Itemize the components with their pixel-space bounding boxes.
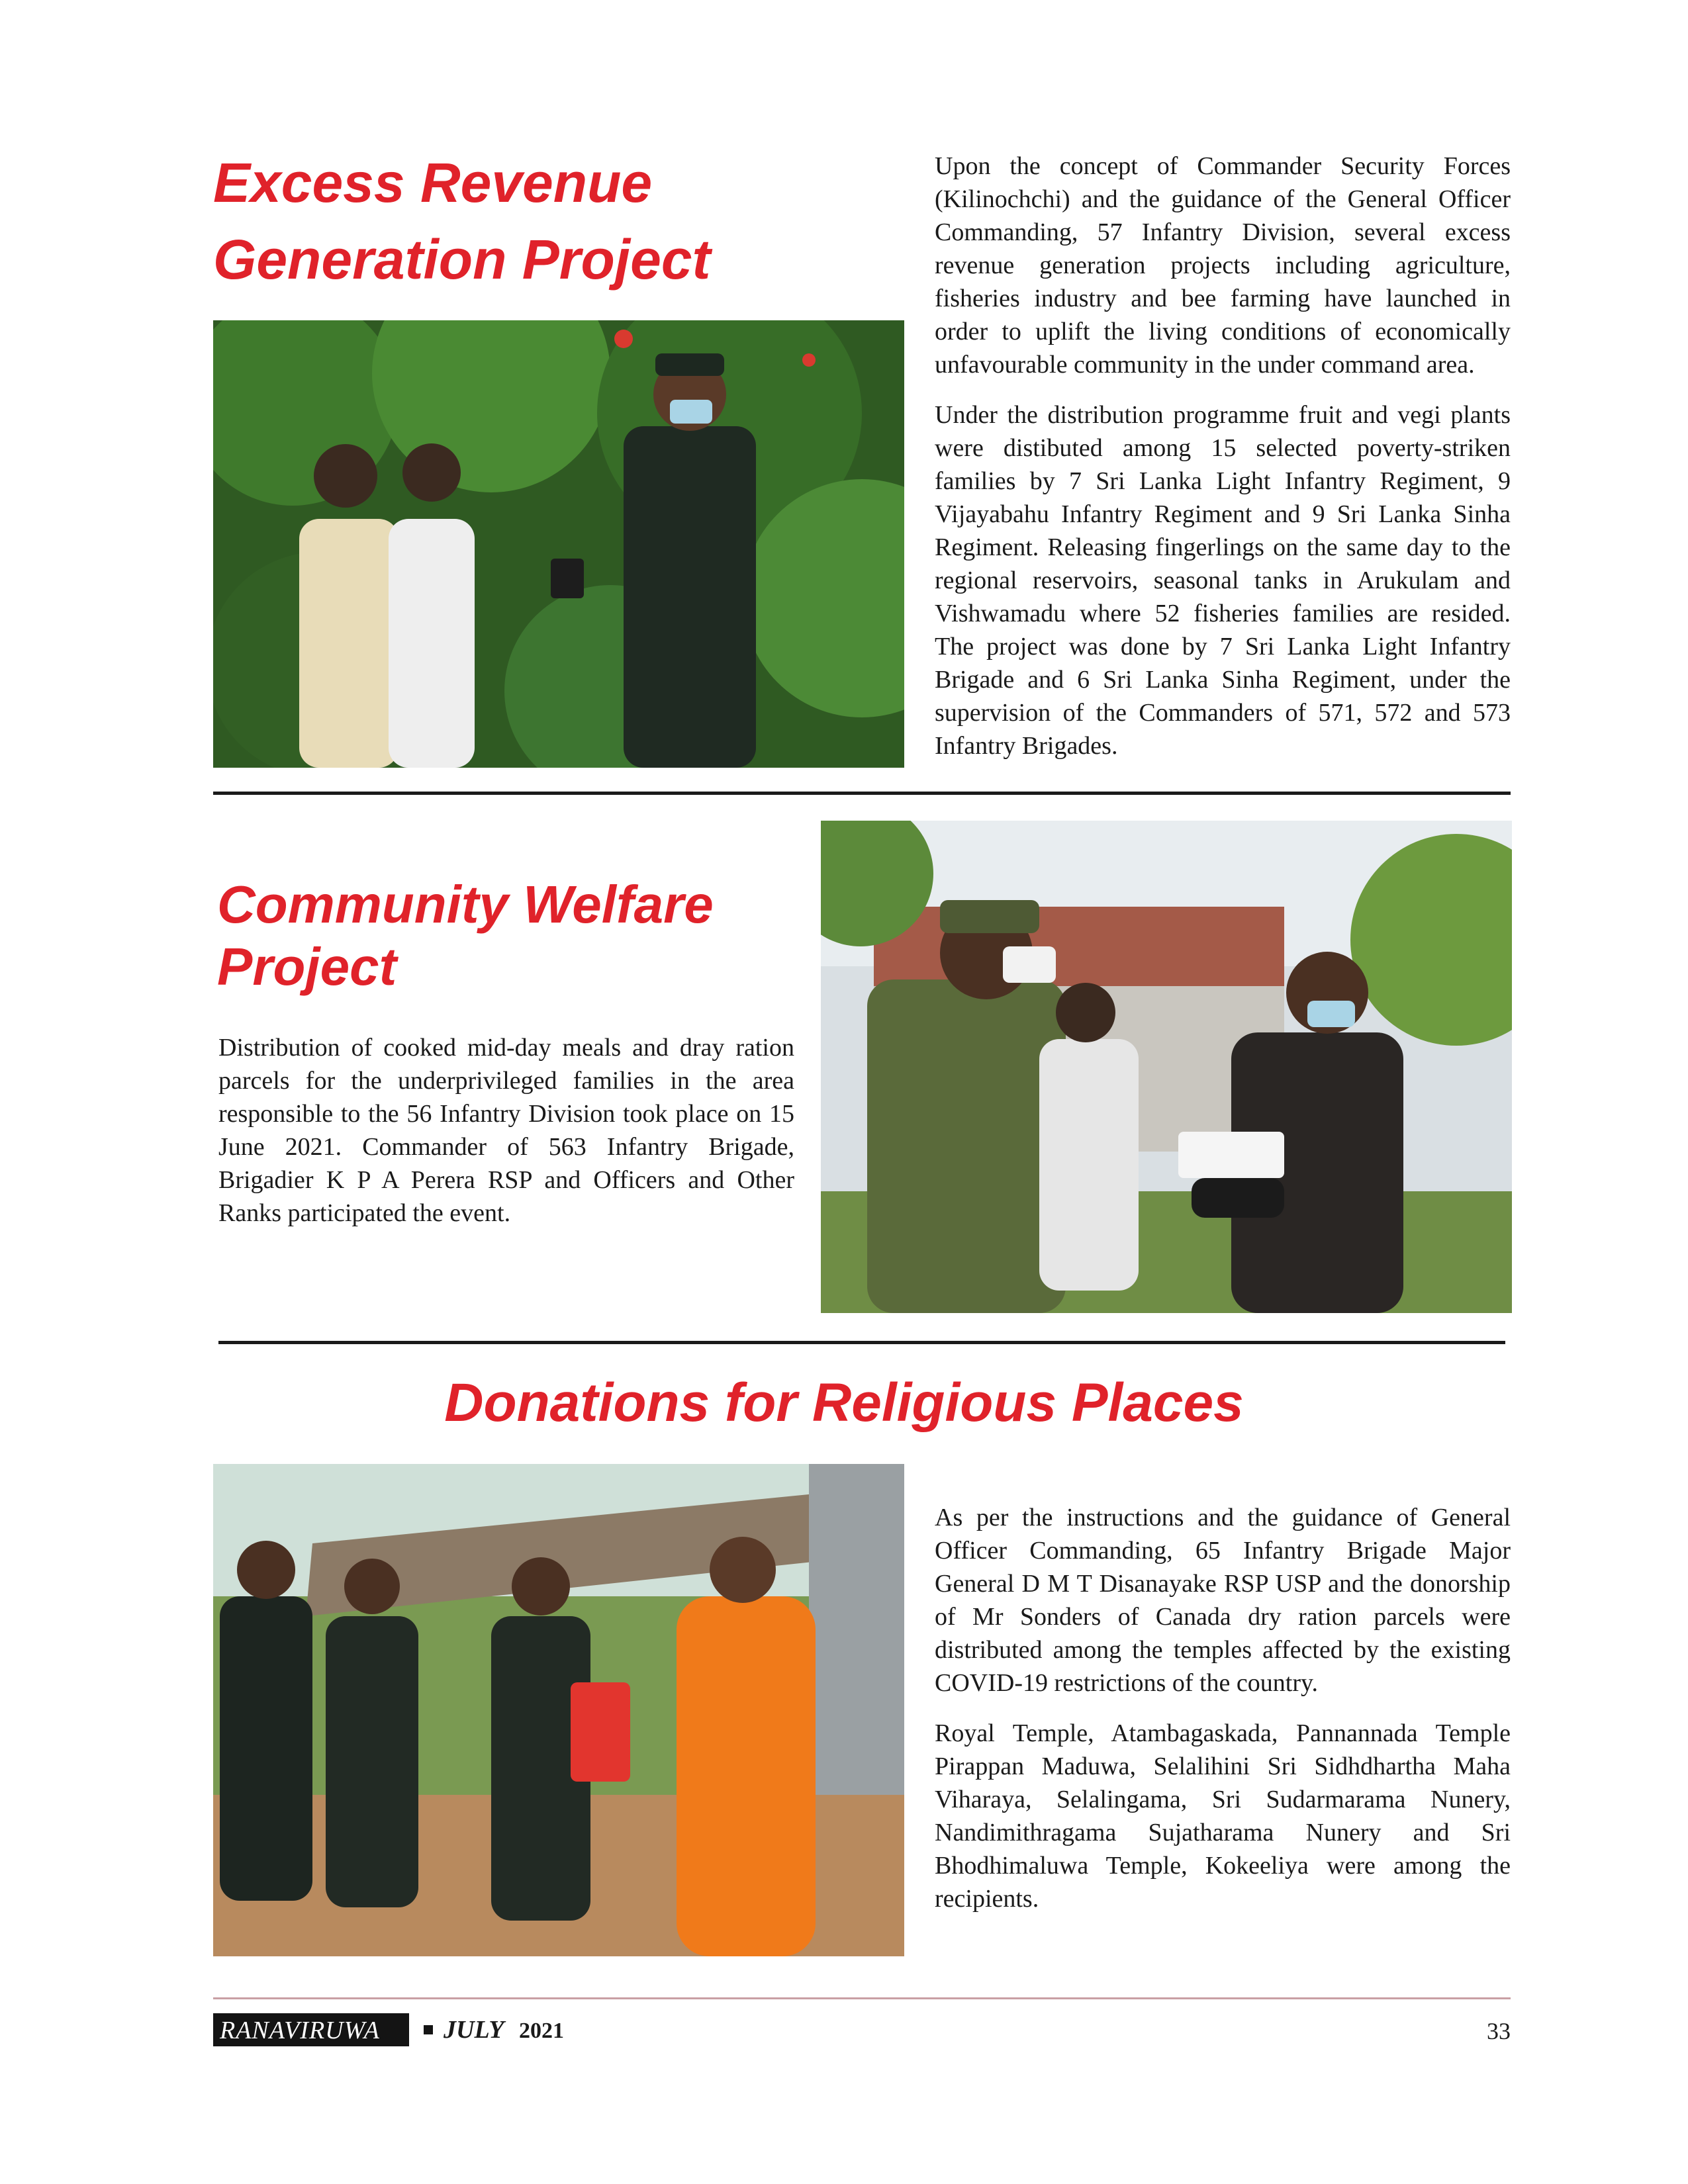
bullet-icon [424,2025,433,2034]
footer [213,2012,1511,2049]
heading-line-2: Project [217,937,397,996]
heading-line-2: Generation Project [213,228,711,291]
magazine-name: RANAVIRUWA [220,2017,380,2044]
heading-line-1: Excess Revenue [213,152,653,214]
issue-month: JULY [444,2016,504,2044]
section-divider-2 [218,1341,1505,1344]
welfare-body [218,1031,794,1247]
heading-excess-revenue [213,144,711,298]
photo-meal-distribution [821,821,1512,1313]
donations-body [935,1501,1511,1933]
heading-donations: Donations for Religious Places [444,1373,1244,1433]
donations-paragraph-2: Royal Temple, Atambagaskada, Pannannada Temple Pirappan Maduwa, Selalihini Sri Sidhdhartha Maha Viharaya, Selalingama, Sri Sudarmarama Nunery, Nandimithragama Sujatharama Nunery and Sri Bhodhimaluwa Temple, Kokeeliya were among the recipients. [935,1719,1511,1913]
donations-paragraph-1: As per the instructions and the guidance of General Officer Commanding, 65 Infantry Brigade Major General D M T Disanayake RSP USP and the donorship of Mr Sonders of Canada dry ration parcels were distributed among the temples affected by the existing COVID-19 restrictions of the country. [935,1504,1511,1697]
welfare-paragraph-1: Distribution of cooked mid-day meals and dray ration parcels for the underprivileged families in the area responsible to the 56 Infantry Division took place on 15 June 2021. Commander of 563 Infantry Brigade, Brigadier K P A Perera RSP and Officers and Other Ranks participated the event. [218,1034,794,1227]
heading-community-welfare [217,874,714,998]
excess-body [935,150,1511,780]
magazine-name-box [213,2013,409,2046]
page-number: 33 [1487,2018,1511,2044]
heading-line-1: Community Welfare [217,875,714,934]
footer-rule [213,1997,1511,1999]
issue-year: 2021 [519,2019,564,2043]
section-divider-1 [213,792,1511,795]
photo-plant-distribution [213,320,904,768]
excess-paragraph-1: Upon the concept of Commander Security Forces (Kilinochchi) and the guidance of the General Officer Commanding, 57 Infantry Division, several excess revenue generation projects including agriculture, fisheries industry and bee farming have launched in order to uplift the living conditions of economically unfavourable community in the under command area. [935,152,1511,379]
photo-temple-donation [213,1464,904,1956]
excess-paragraph-2: Under the distribution programme fruit and vegi plants were distibuted among 15 selected poverty-striken families by 7 Sri Lanka Light Infantry Regiment, 9 Vijayabahu Infantry Regiment and 9 Sri Lanka Sinha Regiment. Releasing fingerlings on the same day to the regional reservoirs, seasonal tanks in Arukulam and Vishwamadu where 52 fisheries families are resided. The project was done by 7 Sri Lanka Light Infantry Brigade and 6 Sri Lanka Sinha Regiment, under the supervision of the Commanders of 571, 572 and 573 Infantry Brigades. [935,401,1511,760]
